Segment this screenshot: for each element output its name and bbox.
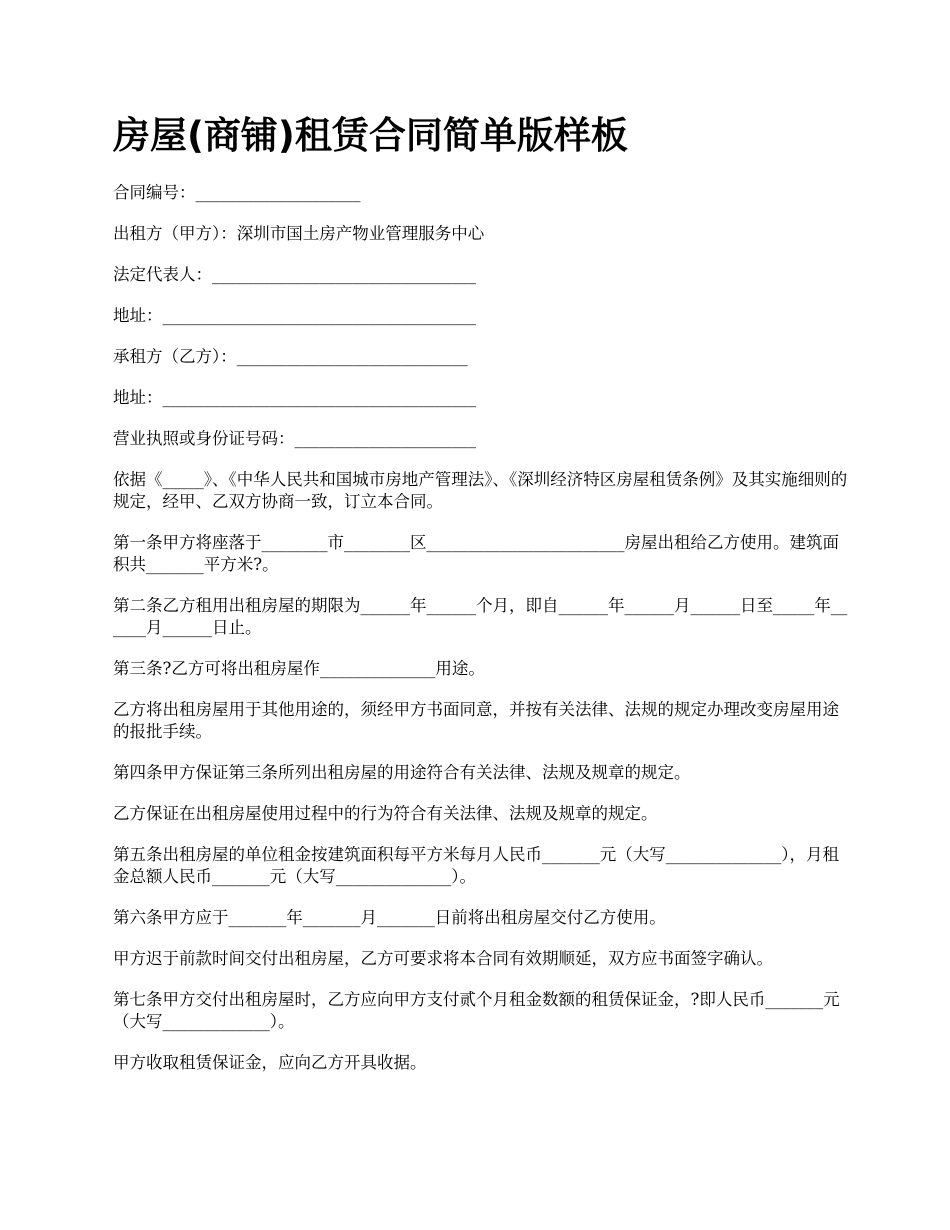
basis-paragraph: 依据《_____》、《中华人民共和国城市房地产管理法》、《深圳经济特区房屋租赁条例》及其实施细则的规定，经甲、乙双方协商一致，订立本合同。	[113, 470, 848, 511]
contract-number-line: 合同编号：____________________	[113, 183, 361, 202]
lessee-line: 承租方（乙方）：____________________________	[113, 347, 468, 366]
article-4: 第四条甲方保证第三条所列出租房屋的用途符合有关法律、法规及规章的规定。	[113, 763, 691, 782]
article-6-note: 甲方迟于前款时间交付出租房屋，乙方可要求将本合同有效期顺延，双方应书面签字确认。	[113, 949, 773, 968]
article-6: 第六条甲方应于_______年_______月_______日前将出租房屋交付乙方使用。	[113, 908, 666, 927]
lessee-address-line: 地址：______________________________________	[113, 388, 476, 407]
document-title: 房屋(商铺)租赁合同简单版样板	[113, 114, 628, 157]
license-number-line: 营业执照或身份证号码：______________________	[113, 429, 476, 448]
contract-document	[113, 108, 853, 1093]
article-2: 第二条乙方租用出租房屋的期限为______年______个月，即自______年______月______日至_____年______月______日止。	[113, 596, 848, 637]
article-7-note: 甲方收取租赁保证金，应向乙方开具收据。	[113, 1053, 427, 1072]
article-1: 第一条甲方将座落于________市________区________________________房屋出租给乙方使用。建筑面积共_______平方米?。	[113, 533, 839, 574]
article-5: 第五条出租房屋的单位租金按建筑面积每平方米每月人民币_______元（大写______________），月租金总额人民币_______元（大写______________）。	[113, 845, 839, 886]
article-4-note: 乙方保证在出租房屋使用过程中的行为符合有关法律、法规及规章的规定。	[113, 804, 658, 823]
article-7: 第七条甲方交付出租房屋时，乙方应向甲方支付贰个月租金数额的租赁保证金，?即人民币_______元（大写_____________）。	[113, 990, 840, 1031]
article-3-note: 乙方将出租房屋用于其他用途的，须经甲方书面同意，并按有关法律、法规的规定办理改变房屋用途的报批手续。	[113, 700, 839, 741]
article-3: 第三条?乙方可将出租房屋作______________用途。	[113, 659, 485, 678]
lessor-address-line: 地址：______________________________________	[113, 306, 476, 325]
lessor-line: 出租方（甲方）：深圳市国土房产物业管理服务中心	[113, 224, 485, 243]
legal-representative-line: 法定代表人：________________________________	[113, 265, 476, 284]
